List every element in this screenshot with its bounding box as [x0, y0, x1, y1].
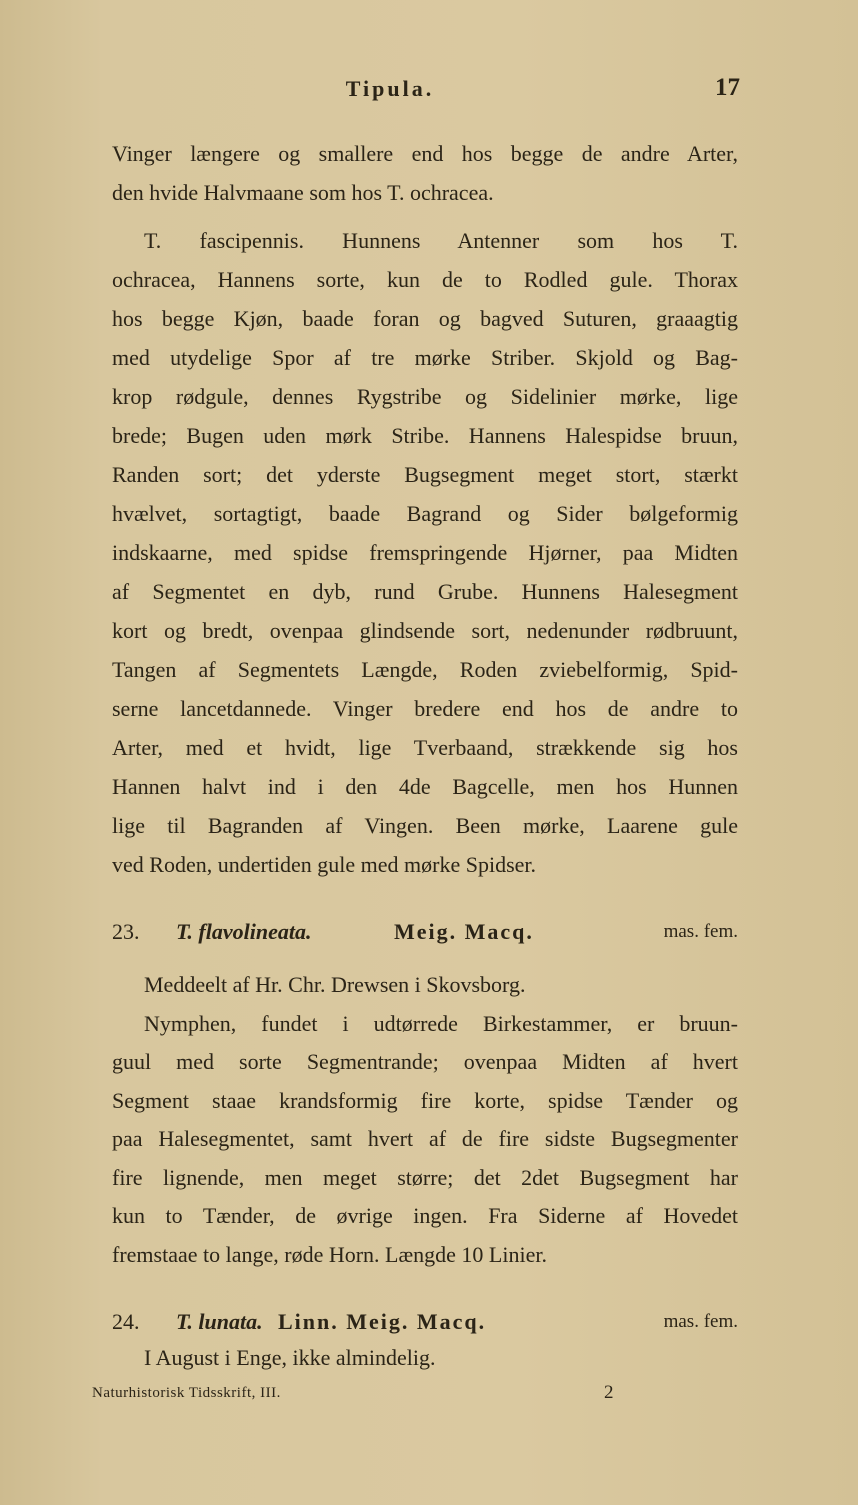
- text-line: lige til Bagranden af Vingen. Been mørke, Laarene gule: [112, 813, 738, 838]
- species-sex: mas. fem.: [663, 1311, 738, 1332]
- text-line: fire lignende, men meget større; det 2det Bugsegment har: [112, 1164, 738, 1190]
- text-line: Vinger længere og smallere end hos begge de andre Arter,: [112, 141, 738, 166]
- text-line: indskaarne, med spidse fremspringende Hjørner, paa Midten: [112, 540, 738, 565]
- text-line: I August i Enge, ikke almindelig.: [144, 1345, 436, 1370]
- species-name: T. lunata.: [176, 1309, 263, 1334]
- text-line: den hvide Halvmaane som hos T. ochracea.: [112, 180, 494, 205]
- page-footer: [92, 1380, 612, 1406]
- text-line: af Segmentet en dyb, rund Grube. Hunnens Halesegment: [112, 579, 738, 604]
- paragraph-flavolineata: [112, 966, 738, 1274]
- text-line: Tangen af Segmentets Længde, Roden zviebelformig, Spid-: [112, 657, 738, 682]
- species-number: 23.: [112, 919, 140, 944]
- text-line: fremstaae to lange, røde Horn. Længde 10 Linier.: [112, 1241, 547, 1267]
- paragraph-fascipennis: [112, 221, 738, 884]
- signature-mark: 2: [604, 1382, 614, 1403]
- text-line: krop rødgule, dennes Rygstribe og Sidelinier mørke, lige: [112, 384, 738, 409]
- text-line: med utydelige Spor af tre mørke Striber. Skjold og Bag-: [112, 345, 738, 370]
- running-header-title: Tipula.: [345, 76, 435, 101]
- species-heading-24: [112, 1304, 738, 1340]
- text-line: Arter, med et hvidt, lige Tverbaand, strækkende sig hos: [112, 735, 738, 760]
- journal-title: Naturhistorisk Tidsskrift, III.: [92, 1385, 281, 1401]
- text-line: Meddeelt af Hr. Chr. Drewsen i Skovsborg.: [144, 972, 526, 997]
- text-line: hos begge Kjøn, baade foran og bagved Suturen, graaagtig: [112, 306, 738, 331]
- text-line: brede; Bugen uden mørk Stribe. Hannens Halespidse bruun,: [112, 423, 738, 448]
- text-line: Randen sort; det yderste Bugsegment meget stort, stærkt: [112, 462, 738, 487]
- text-line: kun to Tænder, de øvrige ingen. Fra Siderne af Hovedet: [112, 1203, 738, 1228]
- species-name: T. flavolineata.: [176, 919, 312, 944]
- text-line: ved Roden, undertiden gule med mørke Spidser.: [112, 852, 537, 877]
- species-number: 24.: [112, 1309, 140, 1334]
- species-authors: Meig. Macq.: [394, 919, 534, 944]
- text-line: Hannen halvt ind i den 4de Bagcelle, men hos Hunnen: [112, 774, 738, 799]
- paragraph-wings: [112, 134, 738, 212]
- text-line: Segment staae krandsformig fire korte, spidse Tænder og: [112, 1087, 738, 1113]
- text-line: guul med sorte Segmentrande; ovenpaa Midten af hvert: [112, 1049, 738, 1074]
- text-line: hvælvet, sortagtigt, baade Bagrand og Sider bølgeformig: [112, 501, 738, 526]
- text-line: ochracea, Hannens sorte, kun de to Rodled gule. Thorax: [112, 267, 738, 292]
- species-sex: mas. fem.: [663, 921, 738, 942]
- paragraph-lunata: [112, 1338, 738, 1377]
- species-heading-23: [112, 914, 738, 950]
- text-line: serne lancetdannede. Vinger bredere end hos de andre to: [112, 696, 738, 721]
- page-number: 17: [715, 74, 740, 101]
- text-line: kort og bredt, ovenpaa glindsende sort, nedenunder rødbruunt,: [112, 618, 738, 643]
- text-line: T. fascipennis. Hunnens Antenner som hos T.: [144, 228, 738, 253]
- text-line: Nymphen, fundet i udtørrede Birkestammer, er bruun-: [144, 1010, 738, 1036]
- text-line: paa Halesegmentet, samt hvert af de fire sidste Bugsegmenter: [112, 1126, 738, 1151]
- species-authors: Linn. Meig. Macq.: [278, 1309, 487, 1334]
